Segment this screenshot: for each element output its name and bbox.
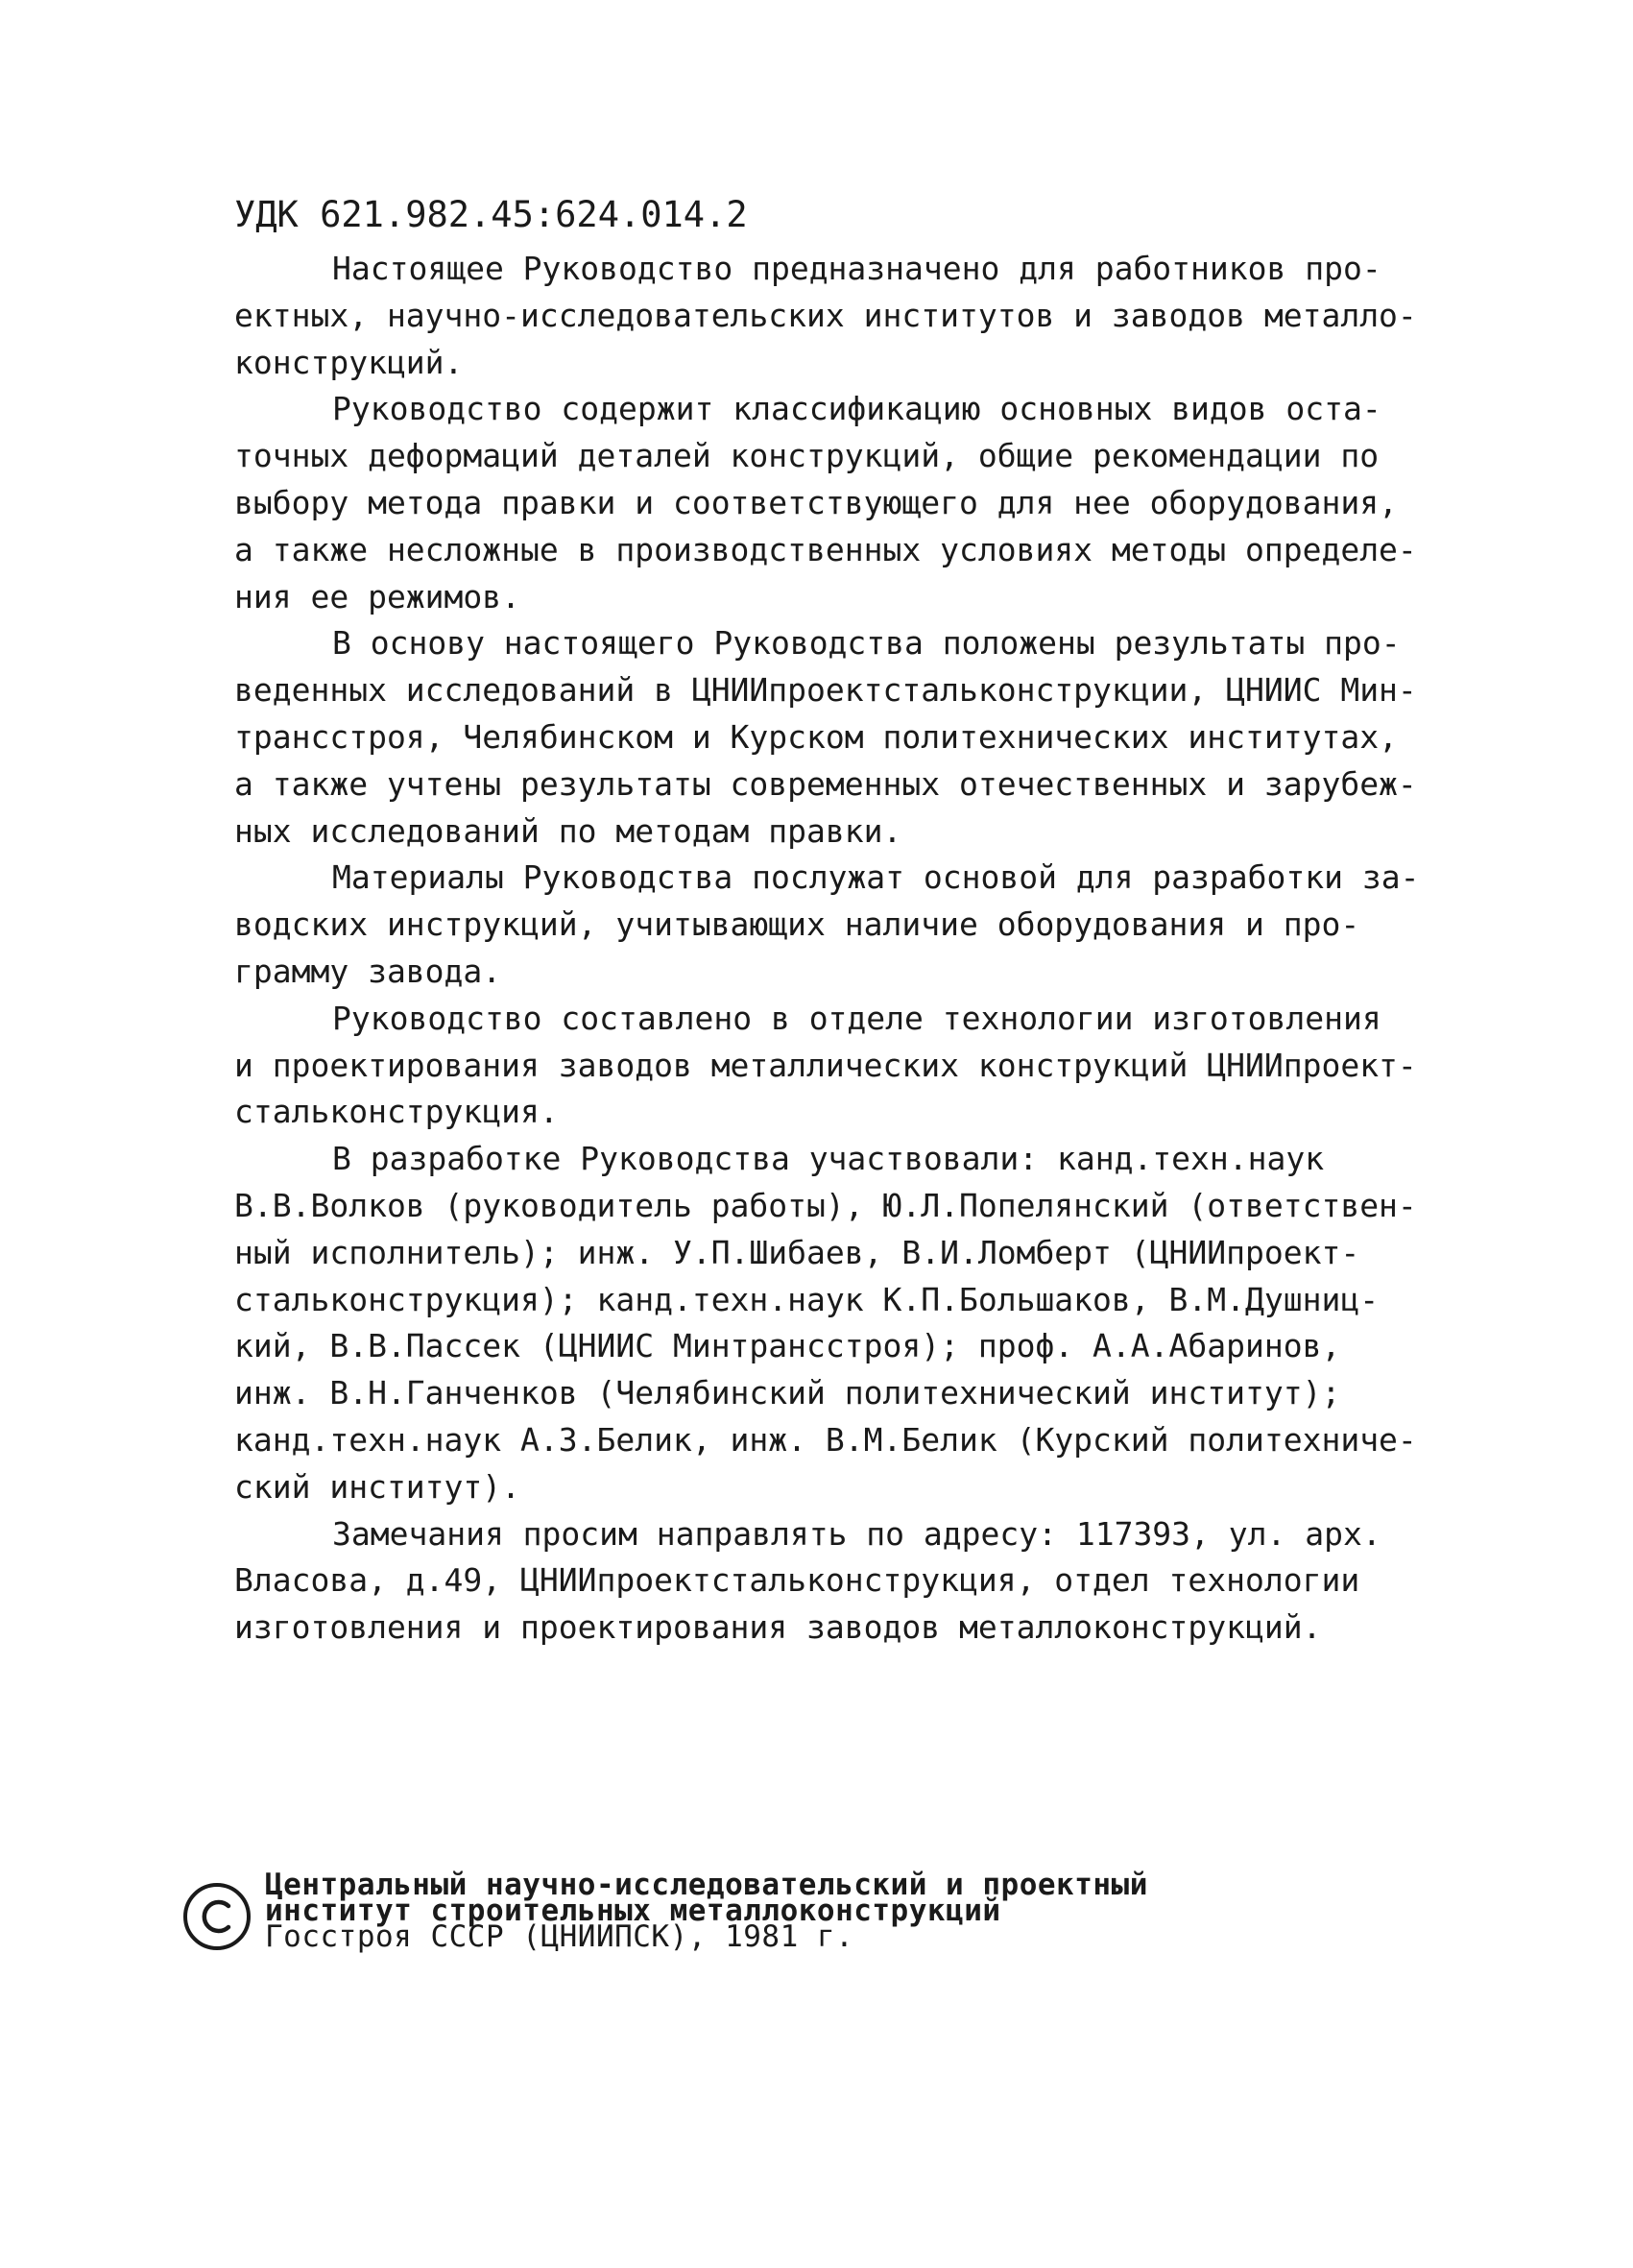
text-line: ектных, научно-исследовательских институтов и заводов металло- [234,296,1417,334]
copyright-line: Госстроя СССР (ЦНИИПСК), 1981 г. [265,1919,854,1954]
text-line: и проектирования заводов металлических конструкций ЦНИИпроект- [234,1046,1417,1084]
paragraph-purpose [234,246,1453,386]
text-line: ных исследований по методам правки. [234,811,902,850]
text-line: водских инструкций, учитывающих наличие оборудования и про- [234,905,1360,944]
copyright-line: Центральный научно-исследовательский и проектный [265,1868,1148,1902]
text-line: Замечания просим направлять по адресу: 117393, ул. арх. [332,1514,1381,1553]
paragraph-basis [234,620,1453,855]
paragraph-compiled [234,996,1453,1136]
text-line: Материалы Руководства послужат основой для разработки за- [332,858,1420,897]
copyright-icon [182,1882,252,1951]
text-line: кий, В.В.Пассек (ЦНИИС Минтрансстроя); проф. А.А.Абаринов, [234,1327,1341,1365]
paragraph-address [234,1511,1453,1652]
text-line: ный исполнитель); инж. У.П.Шибаев, В.И.Ломберт (ЦНИИпроект- [234,1233,1360,1271]
text-line: трансстроя, Челябинском и Курском политехнических институтах, [234,717,1398,756]
text-line: а также учтены результаты современных отечественных и зарубеж- [234,764,1417,803]
text-line: веденных исследований в ЦНИИпроектстальконструкции, ЦНИИС Мин- [234,671,1417,710]
text-line: В разработке Руководства участвовали: канд.техн.наук [332,1140,1325,1178]
text-line: точных деформаций деталей конструкций, общие рекомендации по [234,437,1380,475]
copyright-block [182,1868,1334,2036]
text-line: В основу настоящего Руководства положены результаты про- [332,624,1401,663]
text-line: инж. В.Н.Ганченков (Челябинский политехнический институт); [234,1374,1341,1412]
udk-code: УДК 621.982.45:624.014.2 [234,194,748,235]
text-line: ский институт). [234,1467,521,1506]
text-line: Власова, д.49, ЦНИИпроектстальконструкция, отдел технологии [234,1561,1360,1600]
paragraph-contents [234,386,1453,620]
text-line: а также несложные в производственных условиях методы определе- [234,530,1417,568]
text-line: выбору метода правки и соответствующего для нее оборудования, [234,483,1398,521]
copyright-text [265,1868,1148,1954]
text-line: изготовления и проектирования заводов металлоконструкций. [234,1608,1322,1647]
paragraph-materials [234,855,1453,995]
text-line: стальконструкция); канд.техн.наук К.П.Большаков, В.М.Душниц- [234,1280,1380,1318]
text-line: Руководство составлено в отделе технологии изготовления [332,999,1381,1037]
text-line: Руководство содержит классификацию основных видов оста- [332,390,1381,428]
paragraph-authors [234,1136,1453,1510]
text-line: канд.техн.наук А.З.Белик, инж. В.М.Белик (Курский политехниче- [234,1420,1417,1459]
copyright-line: институт строительных металлоконструкций [265,1894,1001,1928]
text-line: В.В.Волков (руководитель работы), Ю.Л.Попелянский (ответствен- [234,1186,1417,1224]
text-line: грамму завода. [234,952,502,990]
text-line: Настоящее Руководство предназначено для работников про- [332,250,1381,287]
text-line: ния ее режимов. [234,577,521,615]
text-line: стальконструкция. [234,1093,559,1131]
body-text [234,246,1453,1652]
text-line: конструкций. [234,343,464,381]
